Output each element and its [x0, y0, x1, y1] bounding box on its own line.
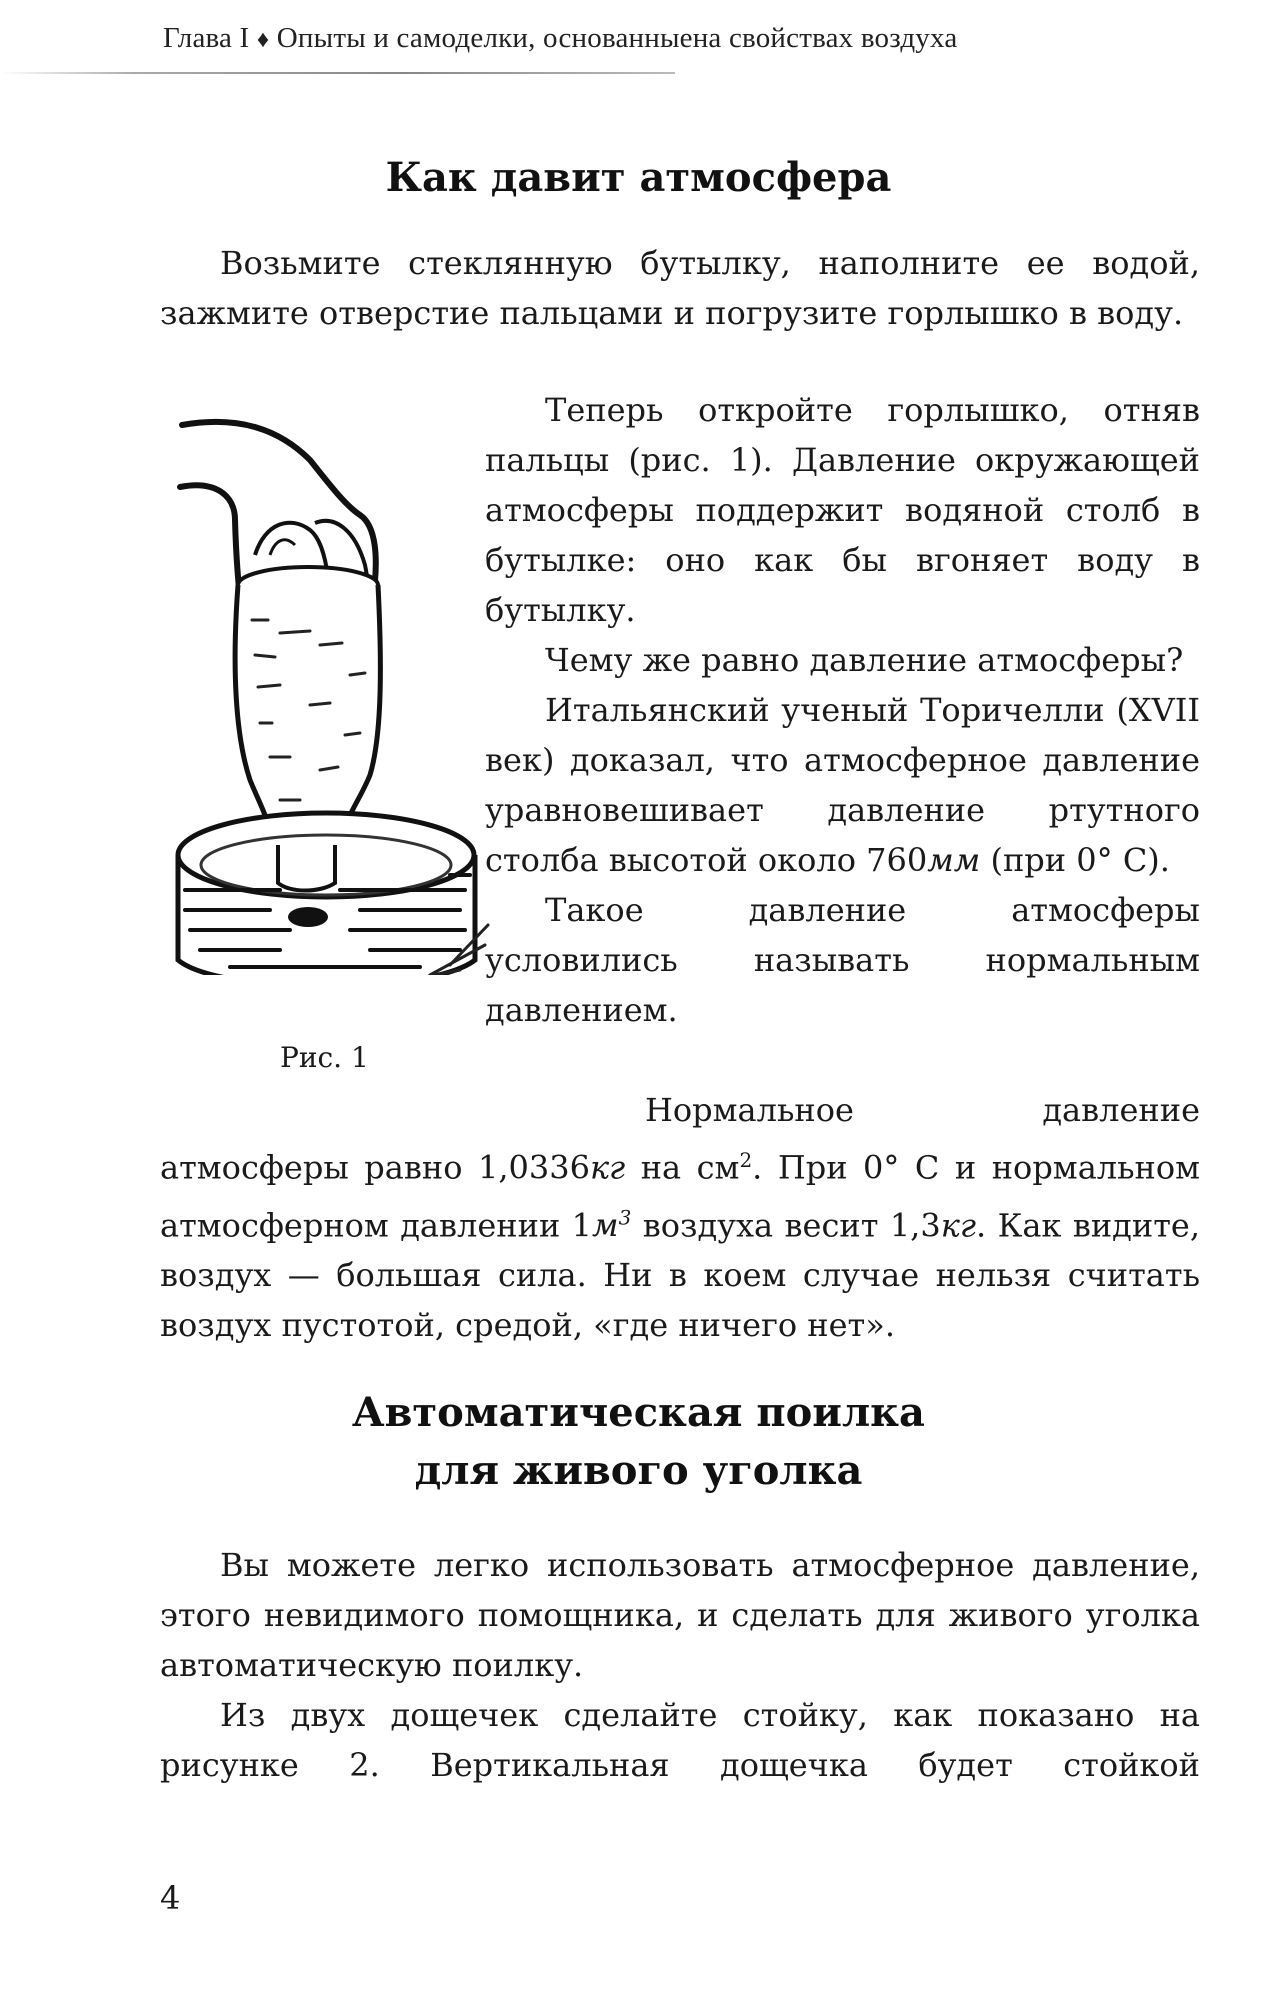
pressure-text-c: . При 0° С и нормальном атмосферном давлении [160, 1148, 1201, 1245]
pressure-text-e: . Как видите, воздух — большая сила. Ни в коем случае нельзя считать воздух пустотой, средой, «где ничего нет». [160, 1206, 1200, 1345]
section-title-waterer-line2: для живого уголка [414, 1447, 863, 1494]
paragraph-question: Чему же равно давление атмосферы? [545, 641, 1184, 679]
paragraph-normal-pressure: Такое давление атмосферы условились называть нормальным давлением. [485, 891, 1200, 1029]
figure-bottle-in-water [160, 405, 490, 975]
torricelli-text-a: Итальянский ученый Торичелли (XVII век) доказал, что атмосферное давление уравновешивает давление ртутного столба высотой около [485, 691, 1200, 879]
volume-unit: $м^3$ [592, 1205, 632, 1245]
intro-paragraph [160, 238, 1200, 338]
page-number: 4 [160, 1879, 181, 1917]
pressure-text-a: Нормальное давление атмосферы равно [160, 1091, 1200, 1187]
pressure-unit: кг [589, 1148, 626, 1187]
paragraph-stand: Из двух дощечек сделайте стойку, как показано на рисунке 2. Вертикальная дощечка будет стойкой [160, 1696, 1200, 1784]
intro-text: Возьмите стеклянную бутылку, наполните ее водой, зажмите отверстие пальцами и погрузите горлышко в воду. [160, 244, 1200, 332]
paragraph-pressure-values [160, 1085, 1200, 1350]
paragraph-open-neck: Теперь откройте горлышко, отняв пальцы (рис. 1). Давление окружающей атмосферы поддержит водяной столб в бутылке: оно как бы вгоняет воду в бутылку. [485, 391, 1200, 629]
running-head-chapter: Глава I [163, 22, 250, 54]
header-rule [0, 72, 675, 74]
pressure-value: 1,0336 [477, 1148, 590, 1187]
figure-caption: Рис. 1 [280, 1041, 369, 1074]
pressure-text-d: воздуха весит [631, 1206, 890, 1245]
full-width-text [160, 1085, 1200, 1350]
paragraph-torricelli [485, 685, 1200, 885]
diamond-separator-icon: ♦ [256, 27, 270, 53]
running-head [163, 22, 957, 55]
section2-text [160, 1540, 1200, 1790]
bottle-illustration [160, 405, 490, 975]
section-title-waterer-line1: Автоматическая поилка [352, 1389, 925, 1436]
sup-two: 2 [739, 1148, 753, 1172]
mercury-height-unit: мм [927, 841, 981, 879]
right-column-text [485, 385, 1200, 1035]
torricelli-text-b: (при 0° С). [980, 841, 1170, 879]
section-title-atmosphere: Как давит атмосфера [385, 154, 892, 201]
weight-value: 1,3 [889, 1206, 941, 1245]
volume-value: 1 [571, 1206, 593, 1245]
mercury-height-value: 760 [866, 841, 928, 879]
running-head-title: Опыты и самоделки, основанныена свойствах воздуха [276, 22, 958, 54]
weight-unit: кг [940, 1206, 976, 1245]
pressure-text-b: на см [625, 1148, 740, 1187]
paragraph-waterer-intro: Вы можете легко использовать атмосферное давление, этого невидимого помощника, и сделать для живого уголка автоматическую поилку. [160, 1546, 1200, 1684]
